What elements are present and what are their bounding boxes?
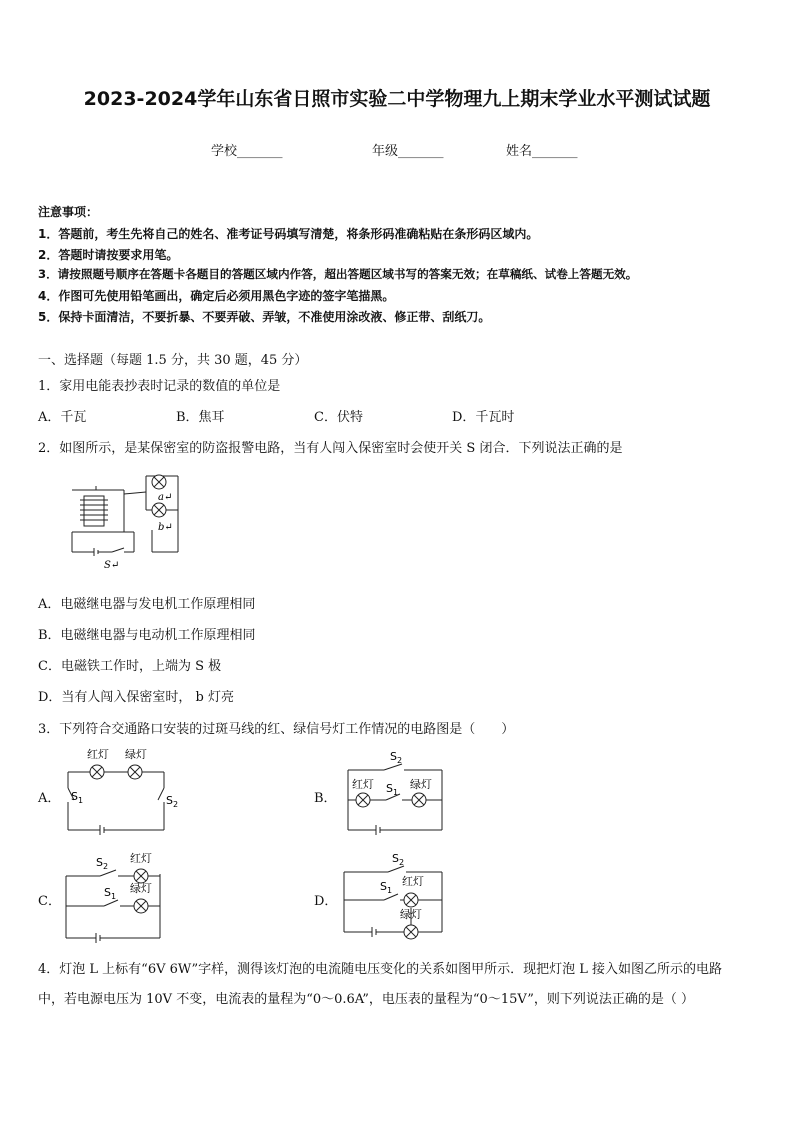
q3-circuit-a	[62, 744, 180, 836]
q1-option-b: B．焦耳	[176, 410, 225, 425]
q2-option-b: B．电磁继电器与电动机工作原理相同	[38, 628, 256, 643]
q3-label-c: C．	[38, 894, 61, 909]
q3-label-d: D．	[314, 894, 338, 909]
q4-stem-line-1: 4．灯泡 L 上标有“6V 6W”字样，测得该灯泡的电流随电压变化的关系如图甲所示．现把灯泡 L 接入如图乙所示的电路	[38, 962, 723, 977]
q3a-green-label: 绿灯	[125, 748, 147, 761]
q2-stem: 2．如图所示，是某保密室的防盗报警电路，当有人闯入保密室时会使开关 S 闭合．下列说法正确的是	[38, 441, 623, 456]
q3a-s2-label: $S_2$	[166, 794, 179, 809]
notice-item-4: 4．作图可先使用铅笔画出，确定后必须用黑色字迹的签字笔描黑。	[38, 289, 395, 303]
q2-option-d: D．当有人闯入保密室时， b 灯亮	[38, 690, 235, 705]
grade-field: 年级_______	[372, 144, 444, 159]
q1-option-a: A．千瓦	[38, 410, 87, 425]
q3d-green-label: 绿灯	[400, 908, 422, 921]
q3b-red-label: 红灯	[352, 778, 374, 791]
q3d-red-label: 红灯	[402, 875, 424, 888]
q2-option-a: A．电磁继电器与发电机工作原理相同	[38, 597, 256, 612]
q3c-green-label: 绿灯	[130, 882, 152, 895]
q2-label-a: a↵	[158, 492, 173, 503]
notice-item-5: 5．保持卡面清洁，不要折暴、不要弄破、弄皱，不准使用涂改液、修正带、刮纸刀。	[38, 310, 491, 324]
q1-stem: 1．家用电能表抄表时记录的数值的单位是	[38, 379, 281, 394]
notice-item-3: 3．请按照题号顺序在答题卡各题目的答题区域内作答，超出答题区域书写的答案无效；在草稿纸、试卷上答题无效。	[38, 267, 638, 281]
section-heading: 一、选择题（每题 1.5 分，共 30 题，45 分）	[38, 353, 308, 368]
notice-heading: 注意事项：	[38, 205, 99, 219]
q1-option-c: C．伏特	[314, 410, 363, 425]
q3b-s2-label: $S_2$	[390, 750, 403, 765]
q2-option-c: C．电磁铁工作时，上端为 S 极	[38, 659, 222, 674]
q3-stem: 3．下列符合交通路口安装的过斑马线的红、绿信号灯工作情况的电路图是（ ）	[38, 722, 515, 737]
q3d-s2-label: $S_2$	[392, 852, 405, 867]
q3b-s1-label: $S_1$	[386, 782, 399, 797]
q3b-green-label: 绿灯	[410, 778, 432, 791]
q3-label-b: B．	[314, 791, 337, 806]
q1-option-d: D．千瓦时	[452, 410, 515, 425]
q3-circuit-d	[338, 850, 450, 946]
q3-label-a: A．	[38, 791, 61, 806]
name-field: 姓名_______	[506, 144, 578, 159]
q2-label-b: b↵	[158, 522, 173, 533]
q2-circuit-figure	[66, 468, 186, 573]
q3-circuit-b	[342, 744, 450, 836]
q3c-red-label: 红灯	[130, 852, 152, 865]
school-field: 学校_______	[211, 144, 283, 159]
notice-item-1: 1．答题前，考生先将自己的姓名、准考证号码填写清楚，将条形码准确粘贴在条形码区域内。	[38, 227, 539, 241]
q3c-s2-label: $S_2$	[96, 856, 109, 871]
q3a-red-label: 红灯	[87, 748, 109, 761]
q4-stem-line-2: 中，若电源电压为 10V 不变，电流表的量程为“0～0.6A”，电压表的量程为“0～15V”，则下列说法正确的是（ ）	[38, 992, 695, 1007]
page-title: 2023-2024学年山东省日照市实验二中学物理九上期末学业水平测试试题	[83, 88, 711, 110]
q3a-s1-label: $S_1$	[71, 790, 84, 805]
q2-label-s: S↵	[104, 560, 120, 571]
q3-circuit-c	[60, 850, 168, 946]
q3d-s1-label: $S_1$	[380, 880, 393, 895]
notice-item-2: 2．答题时请按要求用笔。	[38, 248, 179, 262]
q3c-s1-label: $S_1$	[104, 886, 117, 901]
